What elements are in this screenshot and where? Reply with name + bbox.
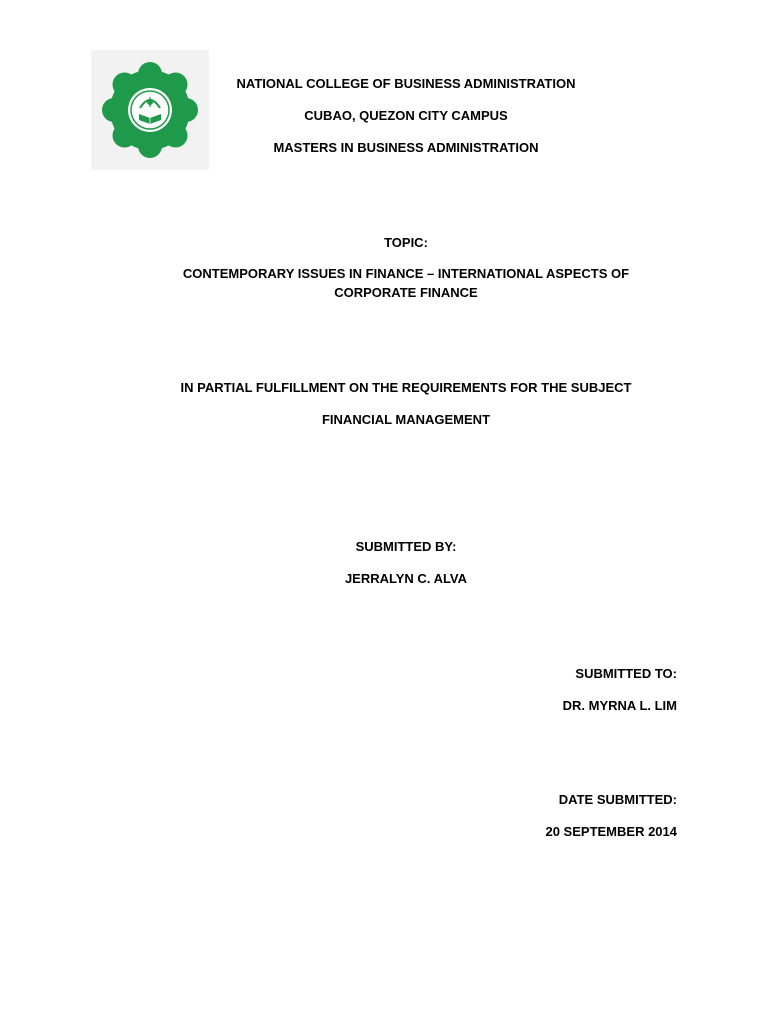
program-name: MASTERS IN BUSINESS ADMINISTRATION	[273, 140, 539, 155]
submitted-to-label: SUBMITTED TO:	[575, 666, 677, 681]
subject-name: FINANCIAL MANAGEMENT	[321, 412, 491, 427]
institution-name: NATIONAL COLLEGE OF BUSINESS ADMINISTRATION	[236, 76, 576, 91]
topic-title-line1: CONTEMPORARY ISSUES IN FINANCE – INTERNATIONAL ASPECTS OF	[182, 266, 630, 281]
date-submitted-value: 20 SEPTEMBER 2014	[545, 824, 677, 839]
date-submitted-label: DATE SUBMITTED:	[558, 792, 677, 807]
topic-label: TOPIC:	[384, 235, 428, 250]
campus-name: CUBAO, QUEZON CITY CAMPUS	[304, 108, 508, 123]
submitted-by-label: SUBMITTED BY:	[355, 539, 457, 554]
topic-title-line2: CORPORATE FINANCE	[334, 285, 478, 300]
submitted-to-name: DR. MYRNA L. LIM	[562, 698, 677, 713]
submitted-by-name: JERRALYN C. ALVA	[344, 571, 468, 586]
fulfillment-statement: IN PARTIAL FULFILLMENT ON THE REQUIREMENTS FOR THE SUBJECT	[180, 380, 632, 395]
